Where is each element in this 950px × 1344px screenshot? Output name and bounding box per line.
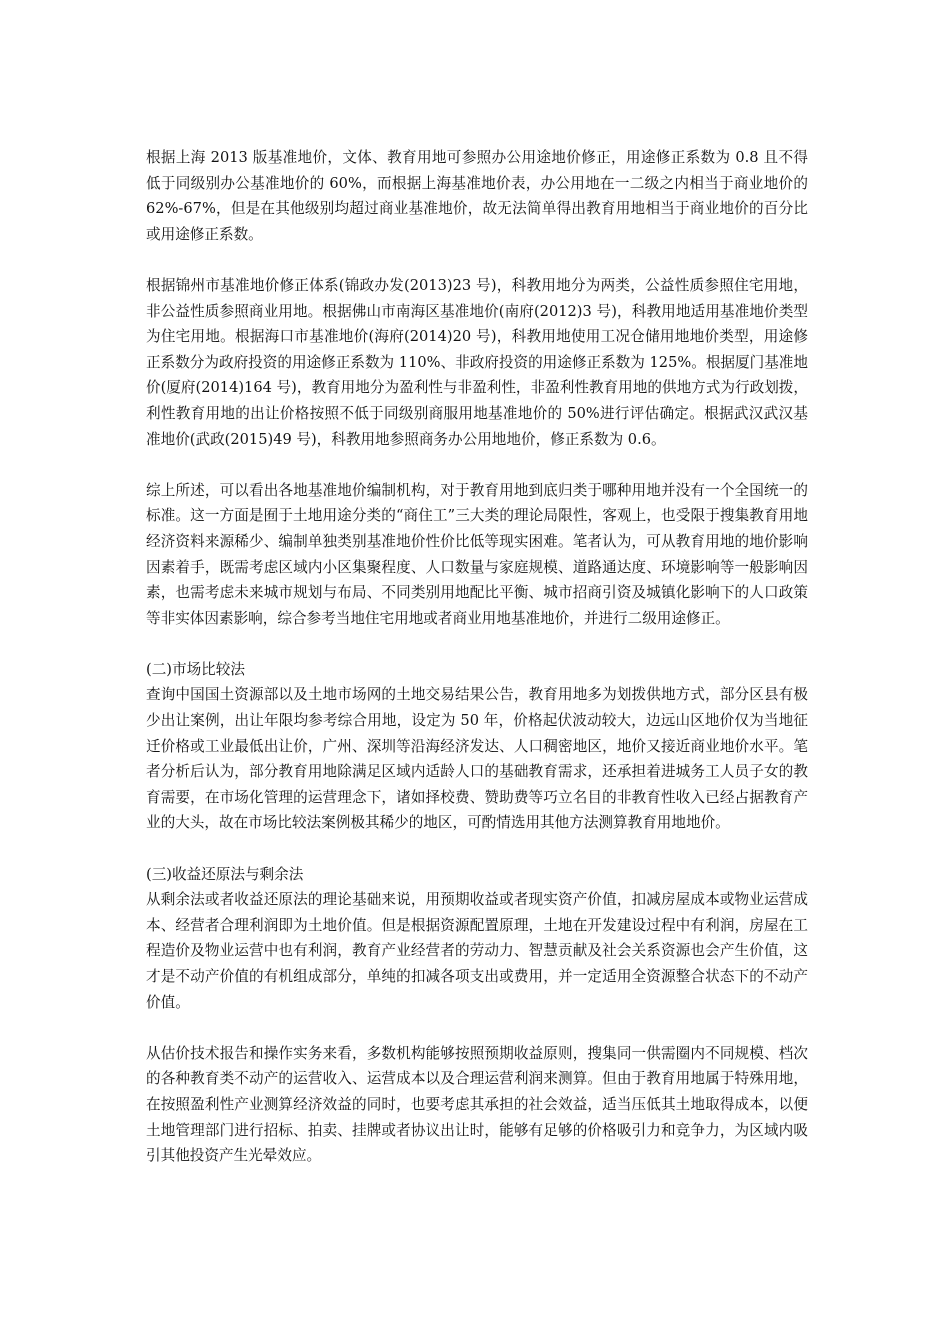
paragraph-shanghai-benchmark: 根据上海 2013 版基准地价，文体、教育用地可参照办公用途地价修正，用途修正系数为 0.8 且不得低于同级别办公基准地价的 60%，而根据上海基准地价表，办公用地在一二级之内相当于商业地价的 62%-67%，但是在其他级别均超过商业基准地价，故无法简单得出教育用地相当于商业地价的百分比或用途修正系数。 [146, 149, 808, 243]
section-heading-market-comparison: (二)市场比较法 [146, 660, 245, 678]
paragraph-city-comparisons: 根据锦州市基准地价修正体系(锦政办发(2013)23 号)，科教用地分为两类，公益性质参照住宅用地，非公益性质参照商业用地。根据佛山市南海区基准地价(南府(2012)3 号)，科教用地适用基准地价类型为住宅用地。根据海口市基准地价(海府(2014)20 号)，科教用地使用工况仓储用地地价类型，用途修正系数分为政府投资的用途修正系数为 110%、非政府投资的用途修正系数为 125%。根据厦门基准地价(厦府(2014)164 号)，教育用地分为盈利性与非盈利性，非盈利性教育用地的供地方式为行政划拨，利性教育用地的出让价格按照不低于同级别商服用地基准地价的 50%进行评估确定。根据武汉武汉基准地价(武政(2015)49 号)，科教用地参照商务办公用地地价，修正系数为 0.6。 [146, 276, 808, 448]
document-page [146, 145, 808, 1194]
paragraph-income-residual: 从剩余法或者收益还原法的理论基础来说，用预期收益或者现实资产价值，扣减房屋成本或物业运营成本、经营者合理利润即为土地价值。但是根据资源配置原理，土地在开发建设过程中有利润，房屋在工程造价及物业运营中也有利润，教育产业经营者的劳动力、智慧贡献及社会关系资源也会产生价值，这才是不动产价值的有机组成部分，单纯的扣减各项支出或费用，并一定适用全资源整合状态下的不动产价值。 [146, 891, 808, 1011]
paragraph-valuation-practice: 从估价技术报告和操作实务来看，多数机构能够按照预期收益原则，搜集同一供需圈内不同规模、档次的各种教育类不动产的运营收入、运营成本以及合理运营利润来测算。但由于教育用地属于特殊用地，在按照盈利性产业测算经济效益的同时，也要考虑其承担的社会效益，适当压低其土地取得成本，以便土地管理部门进行招标、拍卖、挂牌或者协议出让时，能够有足够的价格吸引力和竞争力，为区域内吸引其他投资产生光晕效应。 [146, 1044, 808, 1165]
section-heading-income-residual: (三)收益还原法与剩余法 [146, 865, 304, 883]
paragraph-market-comparison: 查询中国国土资源部以及土地市场网的土地交易结果公告，教育用地多为划拨供地方式，部分区县有极少出让案例，出让年限均参考综合用地，设定为 50 年，价格起伏波动较大，边远山区地价仅为当地征迁价格或工业最低出让价，广州、深圳等沿海经济发达、人口稠密地区，地价又接近商业地价水平。笔者分析后认为，部分教育用地除满足区域内适龄人口的基础教育需求，还承担着进城务工人员子女的教育需要，在市场化管理的运营理念下，诸如择校费、赞助费等巧立名目的非教育性收入已经占据教育产业的大头，故在市场比较法案例极其稀少的地区，可酌情选用其他方法测算教育用地地价。 [146, 686, 808, 832]
paragraph-summary: 综上所述，可以看出各地基准地价编制机构，对于教育用地到底归类于哪种用地并没有一个全国统一的标准。这一方面是囿于土地用途分类的“商住工”三大类的理论局限性，客观上，也受限于搜集教育用地经济资料来源稀少、编制单独类别基准地价性价比低等现实困难。笔者认为，可从教育用地的地价影响因素着手，既需考虑区域内小区集聚程度、人口数量与家庭规模、道路通达度、环境影响等一般影响因素，也需考虑未来城市规划与布局、不同类别用地配比平衡、城市招商引资及城镇化影响下的人口政策等非实体因素影响，综合参考当地住宅用地或者商业用地基准地价，并进行二级用途修正。 [146, 481, 808, 627]
